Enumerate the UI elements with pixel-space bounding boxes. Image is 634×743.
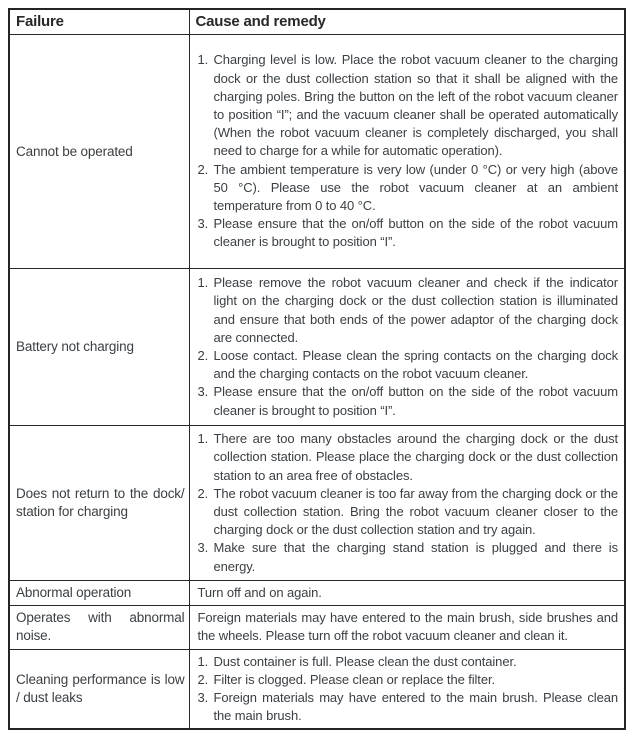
cause-item: [198, 51, 619, 160]
cause-item: [198, 161, 619, 216]
cause-cell: [189, 581, 625, 606]
item-text: Dust container is full. Please clean the dust container.: [213, 653, 517, 669]
item-text: Loose contact. Please clean the spring contacts on the charging dock and the charging contacts on the robot vacuum cleaner.: [213, 348, 618, 382]
failure-label: Operates with abnormal noise.: [9, 606, 189, 649]
cause-item: [198, 689, 619, 725]
item-number: 2.: [197, 161, 209, 177]
item-text: Please ensure that the on/off button on the side of the robot vacuum cleaner is brought to position “I”.: [213, 216, 618, 250]
header-row: [9, 9, 625, 35]
item-number: 1.: [197, 275, 209, 291]
troubleshooting-table: [8, 8, 626, 730]
cause-item: [198, 671, 619, 689]
column-header-failure: Failure: [9, 9, 189, 35]
cause-cell: [189, 426, 625, 581]
table-row-abnormal-operation: [9, 581, 625, 606]
item-number: 3.: [197, 384, 209, 400]
cause-item: [198, 383, 619, 419]
item-number: 2.: [197, 485, 209, 501]
cause-cell: [189, 269, 625, 426]
table-row-does-not-return: [9, 426, 625, 581]
table-row-cleaning-performance: [9, 649, 625, 729]
failure-label: Abnormal operation: [9, 581, 189, 606]
cause-text: Foreign materials may have entered to the main brush, side brushes and the wheels. Please turn off the robot vacuum cleaner and clean it.: [197, 610, 618, 644]
column-header-cause-remedy: Cause and remedy: [189, 9, 625, 35]
cause-cell: [189, 606, 625, 649]
cause-text: Turn off and on again.: [197, 585, 322, 600]
item-text: There are too many obstacles around the charging dock or the dust collection station. Please place the charging dock or the dust collection station to an area free of obstacles.: [213, 431, 618, 483]
item-text: Please remove the robot vacuum cleaner and check if the indicator light on the charging dock or the dust collection station is illuminated and ensure that both ends of the power adaptor of the charging dock are connected.: [213, 275, 618, 345]
item-number: 1.: [197, 653, 209, 669]
cause-item: [198, 274, 619, 347]
item-number: 3.: [197, 216, 209, 232]
item-text: Charging level is low. Place the robot vacuum cleaner to the charging dock or the dust collection station so that it shall be aligned with the charging poles. Bring the button on the left of the robot vacuum cleaner to position “I”; and the vacuum cleaner shall be operated automatically (When the robot vacuum cleaner is completely discharged, you shall need to charge for a while for automatic operation).: [213, 52, 618, 159]
item-number: 2.: [197, 348, 209, 363]
cause-item: [198, 347, 619, 383]
item-text: The ambient temperature is very low (under 0 °C) or very high (above 50 °C). Please use the robot vacuum cleaner at an ambient temperature from 0 to 40 °C.: [213, 161, 618, 213]
failure-label: Cannot be operated: [9, 35, 189, 269]
item-number: 1.: [197, 52, 209, 68]
item-text: Make sure that the charging stand station is plugged and there is energy.: [213, 540, 618, 574]
failure-label: Battery not charging: [9, 269, 189, 426]
failure-label: Does not return to the dock/ station for charging: [9, 426, 189, 581]
item-number: 1.: [197, 431, 209, 447]
cause-cell: [189, 649, 625, 729]
cause-item: [198, 539, 619, 575]
failure-label: Cleaning performance is low / dust leaks: [9, 649, 189, 729]
item-text: Please ensure that the on/off button on the side of the robot vacuum cleaner is brought to position “I”.: [213, 384, 618, 418]
cause-item: [198, 215, 619, 251]
cause-cell: [189, 35, 625, 269]
item-text: Foreign materials may have entered to the main brush. Please clean the main brush.: [213, 690, 618, 724]
table-row-abnormal-noise: [9, 606, 625, 649]
table-row-battery-not-charging: [9, 269, 625, 426]
item-text: The robot vacuum cleaner is too far away from the charging dock or the dust collection station. Bring the robot vacuum cleaner closer to the charging dock or the dust collection station and try again.: [213, 485, 618, 538]
item-number: 3.: [197, 540, 209, 556]
item-number: 2.: [197, 671, 209, 687]
cause-item: [198, 430, 619, 485]
cause-item: [198, 485, 619, 540]
item-number: 3.: [197, 690, 209, 706]
item-text: Filter is clogged. Please clean or replace the filter.: [213, 671, 495, 687]
cause-item: [198, 653, 619, 671]
table-row-cannot-be-operated: [9, 35, 625, 269]
